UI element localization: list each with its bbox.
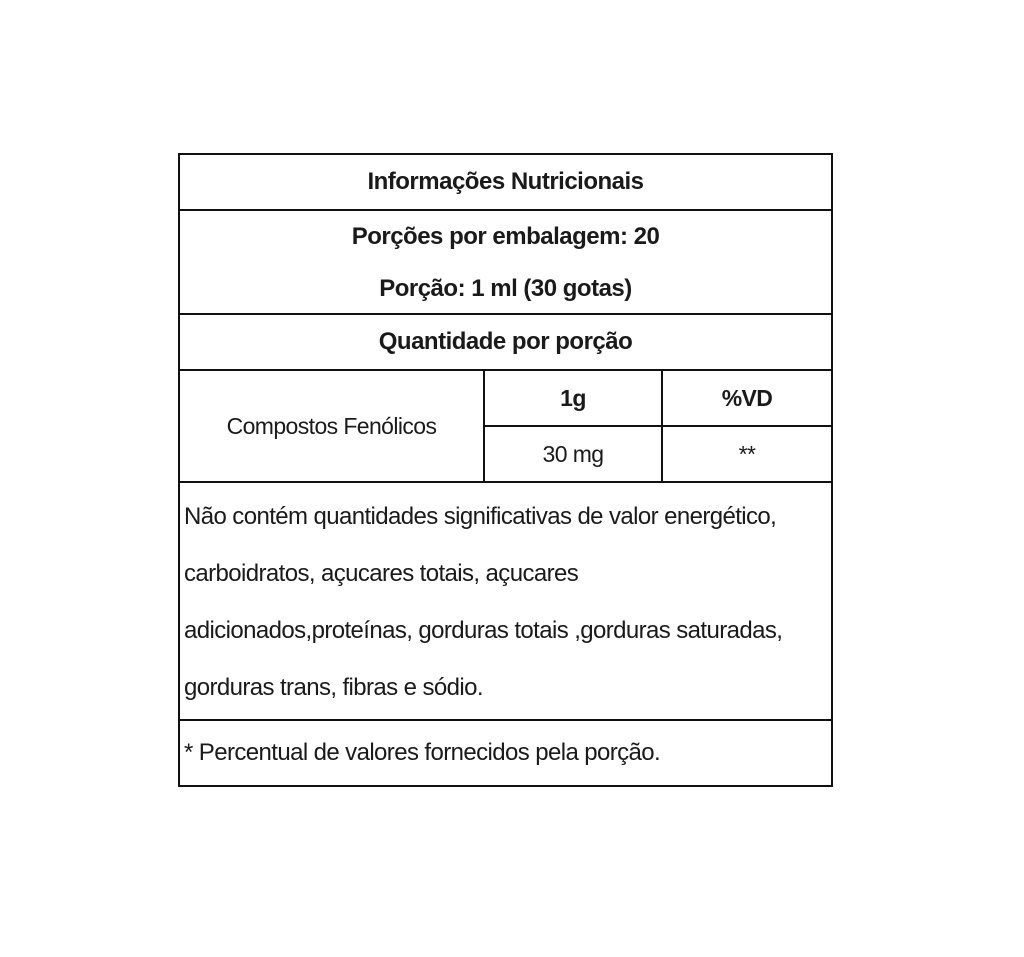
disclaimer-line: gorduras trans, fibras e sódio. (184, 674, 483, 701)
serving-size: Porção: 1 ml (30 gotas) (379, 275, 632, 302)
amount-column-header: 1g (485, 371, 663, 427)
nutrient-name: Compostos Fenólicos (180, 371, 485, 481)
quantity-per-serving-header: Quantidade por porção (180, 315, 831, 371)
disclaimer-line: Não contém quantidades significativas de valor energético, (184, 503, 777, 530)
vd-value: ** (738, 440, 756, 467)
footnote: * Percentual de valores fornecidos pela porção. (184, 739, 661, 766)
disclaimer-section (180, 483, 831, 721)
vd-column-header: %VD (663, 371, 831, 427)
nutrient-table (180, 371, 831, 483)
disclaimer-text (184, 488, 825, 716)
servings-per-package: Porções por embalagem: 20 (351, 223, 660, 250)
amount-value: 30 mg (485, 427, 663, 481)
disclaimer-line: adicionados,proteínas, gorduras totais ,gorduras saturadas, (184, 617, 783, 644)
servings-section (180, 211, 831, 315)
nutrition-facts-table (178, 153, 833, 787)
disclaimer-line: carboidratos, açucares totais, açucares (184, 560, 579, 587)
nutrition-title: Informações Nutricionais (180, 155, 831, 211)
